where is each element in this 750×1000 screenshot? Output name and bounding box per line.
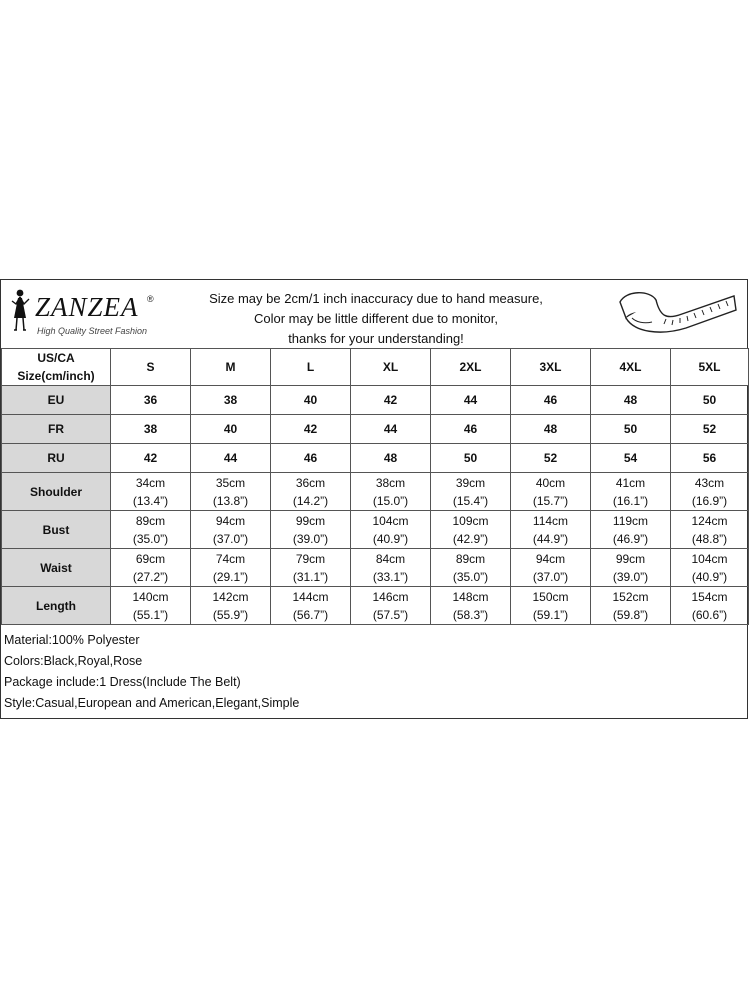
cm-value: 104cm bbox=[372, 513, 409, 528]
inch-value: (55.1”) bbox=[132, 607, 169, 622]
size-value-cell: 50 bbox=[431, 444, 511, 473]
cm-value: 84cm bbox=[375, 551, 406, 566]
cm-value: 144cm bbox=[292, 589, 329, 604]
cm-value: 152cm bbox=[612, 589, 649, 604]
cm-value: 43cm bbox=[694, 475, 725, 490]
corner-label: US/CA bbox=[37, 351, 75, 365]
size-header-cell: 2XL bbox=[431, 349, 511, 386]
row-label: FR bbox=[2, 415, 111, 444]
measurement-cell bbox=[351, 587, 431, 625]
cm-value: 89cm bbox=[135, 513, 166, 528]
inch-value: (40.9”) bbox=[372, 531, 409, 546]
inch-value: (59.8”) bbox=[612, 607, 649, 622]
size-value-cell: 36 bbox=[111, 386, 191, 415]
cm-value: 99cm bbox=[615, 551, 646, 566]
row-label: Length bbox=[2, 587, 111, 625]
cm-value: 148cm bbox=[452, 589, 489, 604]
row-label: Bust bbox=[2, 511, 111, 549]
inch-value: (27.2”) bbox=[132, 569, 169, 584]
size-value-cell: 48 bbox=[351, 444, 431, 473]
notice-line: Size may be 2cm/1 inch inaccuracy due to hand measure, bbox=[209, 291, 543, 306]
measuring-tape-icon bbox=[616, 288, 740, 342]
size-value-cell: 40 bbox=[271, 386, 351, 415]
cm-value: 36cm bbox=[295, 475, 326, 490]
cm-value: 142cm bbox=[212, 589, 249, 604]
inch-value: (15.4”) bbox=[452, 493, 489, 508]
inch-value: (15.7”) bbox=[532, 493, 569, 508]
row-label: Shoulder bbox=[2, 473, 111, 511]
cm-value: 79cm bbox=[295, 551, 326, 566]
size-table bbox=[1, 348, 749, 625]
size-value-cell: 50 bbox=[591, 415, 671, 444]
product-details bbox=[4, 630, 299, 714]
inch-value: (39.0”) bbox=[292, 531, 329, 546]
measurement-cell bbox=[351, 511, 431, 549]
size-conversion-row bbox=[2, 444, 749, 473]
colors-text: Colors:Black,Royal,Rose bbox=[4, 654, 143, 668]
size-value-cell: 56 bbox=[671, 444, 749, 473]
measurement-cell bbox=[351, 549, 431, 587]
measurement-row bbox=[2, 473, 749, 511]
size-value-cell: 52 bbox=[671, 415, 749, 444]
size-value-cell: 42 bbox=[111, 444, 191, 473]
measurement-cell bbox=[591, 473, 671, 511]
measurement-cell bbox=[591, 511, 671, 549]
size-header-cell: S bbox=[111, 349, 191, 386]
inch-value: (40.9”) bbox=[691, 569, 728, 584]
cm-value: 150cm bbox=[532, 589, 569, 604]
material-text: Material:100% Polyester bbox=[4, 633, 140, 647]
size-conversion-row bbox=[2, 386, 749, 415]
inch-value: (16.9”) bbox=[691, 493, 728, 508]
measurement-cell bbox=[191, 511, 271, 549]
measurement-notice bbox=[191, 289, 561, 349]
measurement-row bbox=[2, 549, 749, 587]
size-header-cell: 3XL bbox=[511, 349, 591, 386]
measurement-cell bbox=[111, 511, 191, 549]
brand-name: ZANZEA bbox=[35, 292, 139, 322]
inch-value: (16.1”) bbox=[612, 493, 649, 508]
measurement-cell bbox=[511, 549, 591, 587]
cm-value: 154cm bbox=[691, 589, 728, 604]
inch-value: (31.1”) bbox=[292, 569, 329, 584]
size-value-cell: 48 bbox=[591, 386, 671, 415]
inch-value: (55.9”) bbox=[212, 607, 249, 622]
inch-value: (14.2”) bbox=[292, 493, 329, 508]
inch-value: (46.9”) bbox=[612, 531, 649, 546]
inch-value: (60.6”) bbox=[691, 607, 728, 622]
measurement-cell bbox=[191, 549, 271, 587]
inch-value: (15.0”) bbox=[372, 493, 409, 508]
inch-value: (39.0”) bbox=[612, 569, 649, 584]
cm-value: 146cm bbox=[372, 589, 409, 604]
measurement-cell bbox=[671, 549, 749, 587]
inch-value: (35.0”) bbox=[132, 531, 169, 546]
cm-value: 69cm bbox=[135, 551, 166, 566]
measurement-cell bbox=[271, 511, 351, 549]
inch-value: (33.1”) bbox=[372, 569, 409, 584]
measurement-cell bbox=[111, 587, 191, 625]
measurement-cell bbox=[191, 473, 271, 511]
measurement-cell bbox=[111, 549, 191, 587]
cm-value: 94cm bbox=[535, 551, 566, 566]
measurement-cell bbox=[511, 473, 591, 511]
style-text: Style:Casual,European and American,Elegant,Simple bbox=[4, 696, 300, 710]
inch-value: (42.9”) bbox=[452, 531, 489, 546]
size-value-cell: 46 bbox=[431, 415, 511, 444]
package-text: Package include:1 Dress(Include The Belt) bbox=[4, 675, 241, 689]
size-value-cell: 42 bbox=[351, 386, 431, 415]
measurement-cell bbox=[671, 511, 749, 549]
inch-value: (56.7”) bbox=[292, 607, 329, 622]
measurement-cell bbox=[351, 473, 431, 511]
cm-value: 38cm bbox=[375, 475, 406, 490]
size-value-cell: 40 bbox=[191, 415, 271, 444]
measurement-cell bbox=[671, 473, 749, 511]
notice-line: Color may be little different due to monitor, bbox=[254, 311, 498, 326]
inch-value: (44.9”) bbox=[532, 531, 569, 546]
inch-value: (58.3”) bbox=[452, 607, 489, 622]
inch-value: (35.0”) bbox=[452, 569, 489, 584]
size-header-cell: L bbox=[271, 349, 351, 386]
cm-value: 119cm bbox=[612, 513, 649, 528]
inch-value: (13.8”) bbox=[212, 493, 249, 508]
size-conversion-row bbox=[2, 415, 749, 444]
fashion-figure-icon bbox=[7, 288, 33, 334]
cm-value: 114cm bbox=[532, 513, 569, 528]
cm-value: 94cm bbox=[215, 513, 246, 528]
notice-line: thanks for your understanding! bbox=[288, 331, 464, 346]
measurement-cell bbox=[191, 587, 271, 625]
size-header-cell: XL bbox=[351, 349, 431, 386]
corner-label: Size(cm/inch) bbox=[17, 369, 95, 383]
cm-value: 99cm bbox=[295, 513, 326, 528]
size-value-cell: 38 bbox=[111, 415, 191, 444]
inch-value: (29.1”) bbox=[212, 569, 249, 584]
cm-value: 35cm bbox=[215, 475, 246, 490]
cm-value: 109cm bbox=[452, 513, 489, 528]
size-value-cell: 50 bbox=[671, 386, 749, 415]
size-system-corner bbox=[2, 349, 111, 386]
measurement-cell bbox=[271, 473, 351, 511]
size-value-cell: 48 bbox=[511, 415, 591, 444]
measurement-cell bbox=[671, 587, 749, 625]
inch-value: (13.4”) bbox=[132, 493, 169, 508]
size-value-cell: 42 bbox=[271, 415, 351, 444]
row-label: EU bbox=[2, 386, 111, 415]
cm-value: 74cm bbox=[215, 551, 246, 566]
measurement-cell bbox=[431, 549, 511, 587]
measurement-cell bbox=[431, 511, 511, 549]
row-label: Waist bbox=[2, 549, 111, 587]
inch-value: (59.1”) bbox=[532, 607, 569, 622]
size-value-cell: 44 bbox=[431, 386, 511, 415]
cm-value: 140cm bbox=[132, 589, 169, 604]
inch-value: (48.8”) bbox=[691, 531, 728, 546]
cm-value: 41cm bbox=[615, 475, 646, 490]
measurement-cell bbox=[111, 473, 191, 511]
size-header-cell: 5XL bbox=[671, 349, 749, 386]
inch-value: (37.0”) bbox=[212, 531, 249, 546]
cm-value: 39cm bbox=[455, 475, 486, 490]
cm-value: 89cm bbox=[455, 551, 486, 566]
size-value-cell: 46 bbox=[271, 444, 351, 473]
cm-value: 40cm bbox=[535, 475, 566, 490]
inch-value: (37.0”) bbox=[532, 569, 569, 584]
brand-logo bbox=[7, 288, 157, 344]
size-chart-panel bbox=[0, 279, 748, 719]
size-value-cell: 54 bbox=[591, 444, 671, 473]
measurement-cell bbox=[511, 511, 591, 549]
brand-tagline: High Quality Street Fashion bbox=[37, 326, 148, 336]
cm-value: 124cm bbox=[691, 513, 728, 528]
size-value-cell: 38 bbox=[191, 386, 271, 415]
cm-value: 34cm bbox=[135, 475, 166, 490]
measurement-cell bbox=[591, 549, 671, 587]
size-header-cell: M bbox=[191, 349, 271, 386]
size-value-cell: 44 bbox=[351, 415, 431, 444]
registered-mark: ® bbox=[147, 294, 154, 304]
measurement-cell bbox=[271, 549, 351, 587]
measurement-cell bbox=[431, 473, 511, 511]
cm-value: 104cm bbox=[691, 551, 728, 566]
size-value-cell: 44 bbox=[191, 444, 271, 473]
size-header-row bbox=[2, 349, 749, 386]
measurement-cell bbox=[591, 587, 671, 625]
size-header-cell: 4XL bbox=[591, 349, 671, 386]
measurement-row bbox=[2, 587, 749, 625]
measurement-cell bbox=[511, 587, 591, 625]
size-value-cell: 46 bbox=[511, 386, 591, 415]
measurement-cell bbox=[431, 587, 511, 625]
size-value-cell: 52 bbox=[511, 444, 591, 473]
measurement-row bbox=[2, 511, 749, 549]
measurement-cell bbox=[271, 587, 351, 625]
chart-header bbox=[1, 280, 747, 348]
row-label: RU bbox=[2, 444, 111, 473]
inch-value: (57.5”) bbox=[372, 607, 409, 622]
